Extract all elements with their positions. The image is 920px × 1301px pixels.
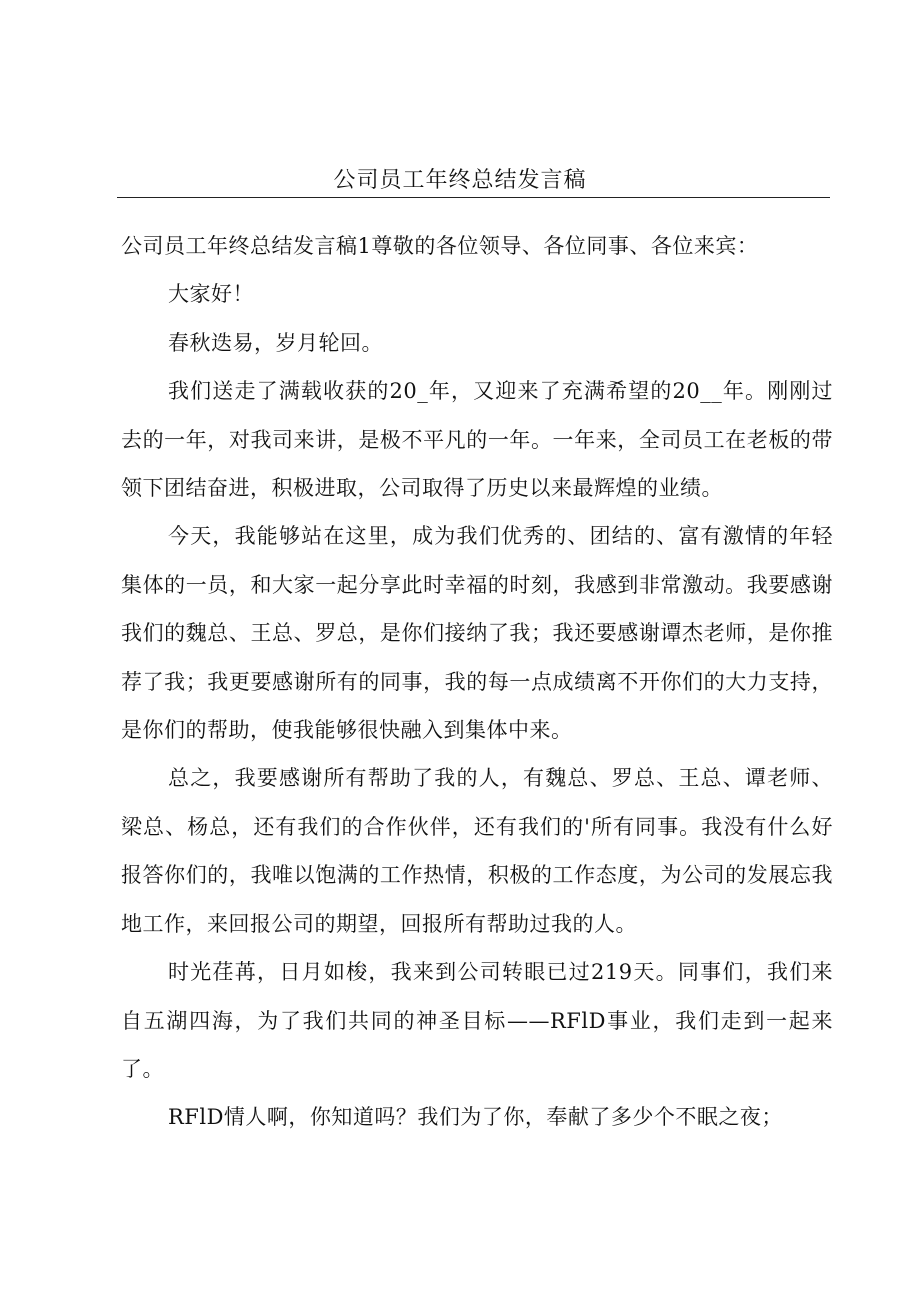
- paragraph: 今天，我能够站在这里，成为我们优秀的、团结的、富有激情的年轻集体的一员，和大家一起分享此时幸福的时刻，我感到非常激动。我要感谢我们的魏总、王总、罗总，是你们接纳了我；我还要感谢谭杰老师，是你推荐了我；我更要感谢所有的同事，我的每一点成绩离不开你们的大力支持，是你们的帮助，使我能够很快融入到集体中来。: [121, 524, 833, 743]
- paragraph: RFlD情人啊，你知道吗？我们为了你，奉献了多少个不眠之夜；: [168, 1105, 783, 1130]
- document-title: 公司员工年终总结发言稿: [333, 168, 587, 193]
- paragraph: 总之，我要感谢所有帮助了我的人，有魏总、罗总、王总、谭老师、梁总、杨总，还有我们的合作伙伴，还有我们的'所有同事。我没有什么好报答你们的，我唯以饱满的工作热情，积极的工作态度，为公司的发展忘我地工作，来回报公司的期望，回报所有帮助过我的人。: [121, 766, 833, 936]
- document-body: [121, 222, 833, 1142]
- paragraph: 我们送走了满载收获的20_年，又迎来了充满希望的20__年。刚刚过去的一年，对我司来讲，是极不平凡的一年。一年来，全司员工在老板的带领下团结奋进，积极进取，公司取得了历史以来最辉煌的业绩。: [121, 379, 833, 501]
- paragraph: 时光荏苒，日月如梭，我来到公司转眼已过219天。同事们，我们来自五湖四海，为了我们共同的神圣目标——RFlD事业，我们走到一起来了。: [121, 960, 833, 1081]
- title-underline: [117, 197, 830, 198]
- paragraph-greeting: 大家好！: [168, 282, 254, 307]
- paragraph: 春秋迭易，岁月轮回。: [168, 330, 383, 355]
- paragraph-opening: 公司员工年终总结发言稿1尊敬的各位领导、各位同事、各位来宾：: [121, 234, 759, 258]
